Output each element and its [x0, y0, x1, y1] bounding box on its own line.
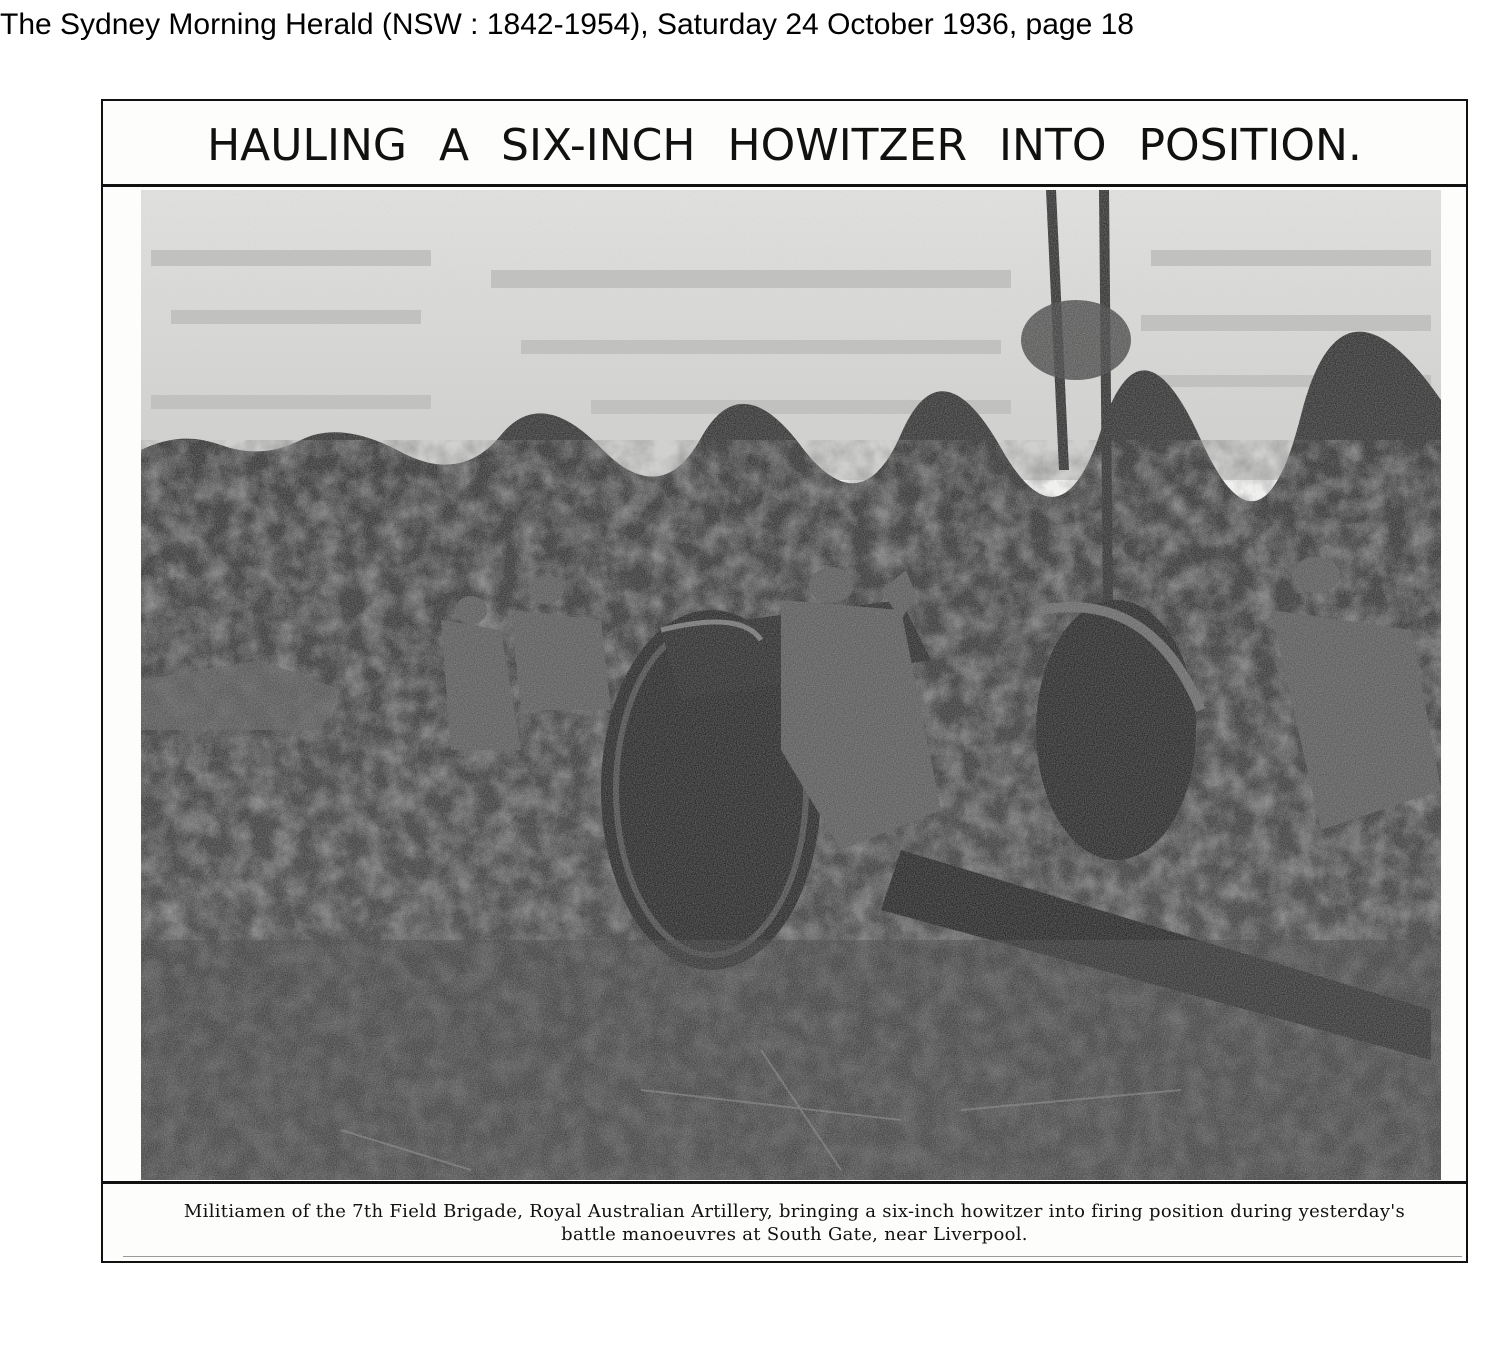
- newspaper-clipping: [101, 99, 1468, 1263]
- caption-box: [103, 1181, 1466, 1263]
- page-citation: The Sydney Morning Herald (NSW : 1842-1954), Saturday 24 October 1936, page 18: [0, 8, 1134, 41]
- photo-caption: Militiamen of the 7th Field Brigade, Royal Australian Artillery, bringing a six-inch howitzer into firing position during yesterday's battle manoeuvres at South Gate, near Liverpool.: [183, 1201, 1406, 1245]
- photo-illustration: [141, 190, 1441, 1180]
- headline: HAULING A SIX-INCH HOWITZER INTO POSITION.: [103, 101, 1466, 187]
- caption-divider: [123, 1256, 1462, 1257]
- howitzer-photograph: [141, 190, 1441, 1180]
